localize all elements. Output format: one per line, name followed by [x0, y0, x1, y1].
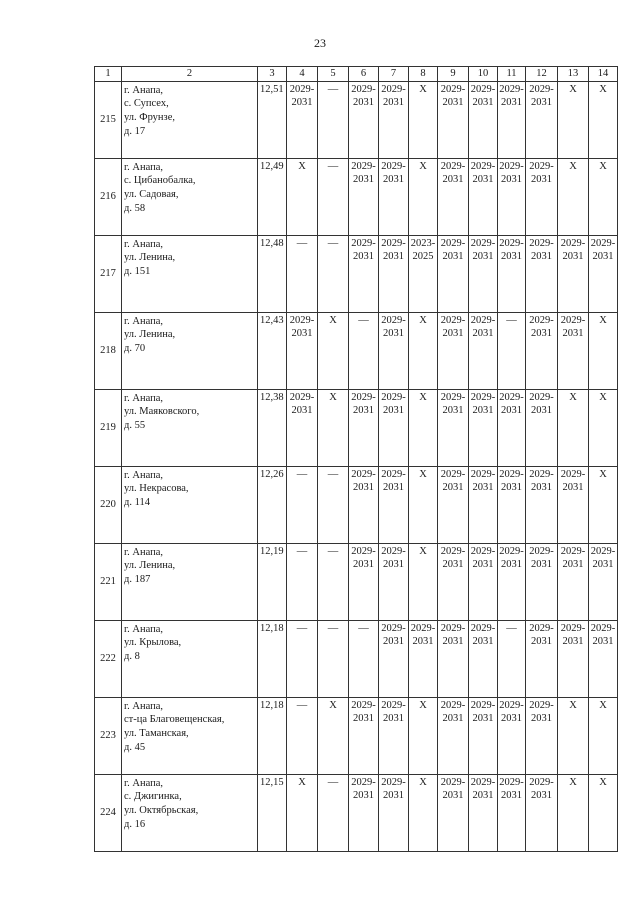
period-cell: 2029- 2031: [498, 466, 526, 543]
period-cell: 2029- 2031: [438, 158, 469, 235]
address-line: д. 114: [124, 496, 150, 508]
address-line: ул. Октябрьская,: [124, 804, 199, 816]
row-number: 224: [95, 774, 122, 851]
period-cell: 2029- 2031: [526, 466, 558, 543]
row-number: 216: [95, 158, 122, 235]
period-cell: 2029- 2031: [379, 620, 409, 697]
table-row: [95, 312, 618, 389]
period-cell: —: [318, 774, 349, 851]
period-cell: X: [589, 312, 618, 389]
table-row: [95, 620, 618, 697]
address-line: ст-ца Благовещенская,: [124, 714, 225, 726]
address-line: д. 151: [124, 265, 151, 277]
period-cell: 2029- 2031: [469, 774, 498, 851]
period-cell: 2029- 2031: [438, 81, 469, 158]
period-cell: 2029- 2031: [349, 466, 379, 543]
period-cell: X: [558, 774, 589, 851]
address-line: ул. Ленина,: [124, 329, 176, 341]
table-row: [95, 697, 618, 774]
address-line: г. Анапа,: [124, 238, 164, 250]
period-cell: 2029- 2031: [349, 697, 379, 774]
table-body: [95, 81, 618, 851]
column-header-10: 10: [469, 67, 498, 82]
column-header-13: 13: [558, 67, 589, 82]
period-cell: 2029- 2031: [349, 389, 379, 466]
period-cell: X: [318, 389, 349, 466]
address-line: д. 17: [124, 125, 146, 137]
area-value: 12,15: [258, 774, 287, 851]
period-cell: 2029- 2031: [558, 543, 589, 620]
table-row: [95, 158, 618, 235]
address-line: г. Анапа,: [124, 84, 164, 96]
period-cell: 2029- 2031: [558, 620, 589, 697]
register-table: [94, 66, 618, 852]
period-cell: X: [589, 81, 618, 158]
period-cell: —: [287, 697, 318, 774]
period-cell: X: [287, 158, 318, 235]
address-line: д. 187: [124, 573, 151, 585]
area-value: 12,51: [258, 81, 287, 158]
address-line: д. 70: [124, 342, 146, 354]
table-row: [95, 235, 618, 312]
area-value: 12,19: [258, 543, 287, 620]
area-value: 12,18: [258, 620, 287, 697]
header-row: [95, 67, 618, 82]
period-cell: 2029- 2031: [526, 697, 558, 774]
period-cell: —: [349, 620, 379, 697]
period-cell: X: [409, 466, 438, 543]
period-cell: 2029- 2031: [498, 543, 526, 620]
address-cell: [122, 466, 258, 543]
period-cell: X: [318, 312, 349, 389]
row-number: 222: [95, 620, 122, 697]
period-cell: X: [409, 697, 438, 774]
address-line: г. Анапа,: [124, 700, 164, 712]
period-cell: —: [287, 543, 318, 620]
address-cell: [122, 774, 258, 851]
period-cell: X: [589, 158, 618, 235]
address-cell: [122, 235, 258, 312]
table-row: [95, 774, 618, 851]
period-cell: —: [287, 466, 318, 543]
period-cell: —: [498, 620, 526, 697]
row-number: 219: [95, 389, 122, 466]
period-cell: 2029- 2031: [469, 81, 498, 158]
period-cell: X: [409, 389, 438, 466]
period-cell: X: [558, 81, 589, 158]
period-cell: 2029- 2031: [349, 543, 379, 620]
address-cell: [122, 543, 258, 620]
address-line: с. Супсех,: [124, 98, 169, 110]
period-cell: 2023- 2025: [409, 235, 438, 312]
address-line: г. Анапа,: [124, 392, 164, 404]
period-cell: X: [409, 312, 438, 389]
period-cell: 2029- 2031: [438, 312, 469, 389]
period-cell: 2029- 2031: [379, 389, 409, 466]
period-cell: 2029- 2031: [498, 158, 526, 235]
address-line: ул. Садовая,: [124, 188, 179, 200]
area-value: 12,38: [258, 389, 287, 466]
address-line: г. Анапа,: [124, 623, 164, 635]
period-cell: 2029- 2031: [469, 466, 498, 543]
period-cell: 2029- 2031: [469, 312, 498, 389]
table-row: [95, 81, 618, 158]
period-cell: 2029- 2031: [498, 235, 526, 312]
period-cell: X: [287, 774, 318, 851]
row-number: 215: [95, 81, 122, 158]
period-cell: 2029- 2031: [379, 774, 409, 851]
period-cell: 2029- 2031: [526, 620, 558, 697]
period-cell: 2029- 2031: [438, 774, 469, 851]
period-cell: 2029- 2031: [438, 235, 469, 312]
period-cell: —: [287, 620, 318, 697]
period-cell: 2029- 2031: [558, 466, 589, 543]
address-cell: [122, 312, 258, 389]
column-header-3: 3: [258, 67, 287, 82]
column-header-9: 9: [438, 67, 469, 82]
period-cell: —: [318, 466, 349, 543]
column-header-8: 8: [409, 67, 438, 82]
address-line: д. 8: [124, 650, 140, 662]
period-cell: 2029- 2031: [526, 389, 558, 466]
period-cell: 2029- 2031: [287, 312, 318, 389]
period-cell: 2029- 2031: [349, 158, 379, 235]
column-header-7: 7: [379, 67, 409, 82]
address-line: ул. Фрунзе,: [124, 111, 175, 123]
address-line: д. 58: [124, 202, 146, 214]
period-cell: 2029- 2031: [409, 620, 438, 697]
period-cell: 2029- 2031: [379, 697, 409, 774]
area-value: 12,26: [258, 466, 287, 543]
period-cell: —: [318, 81, 349, 158]
period-cell: X: [409, 81, 438, 158]
period-cell: 2029- 2031: [469, 158, 498, 235]
row-number: 223: [95, 697, 122, 774]
area-value: 12,18: [258, 697, 287, 774]
address-line: ул. Маяковского,: [124, 406, 200, 418]
page-number: 23: [314, 36, 326, 50]
period-cell: X: [589, 697, 618, 774]
column-header-6: 6: [349, 67, 379, 82]
address-cell: [122, 620, 258, 697]
period-cell: 2029- 2031: [469, 389, 498, 466]
table-row: [95, 543, 618, 620]
address-line: г. Анапа,: [124, 469, 164, 481]
address-line: д. 55: [124, 419, 146, 431]
area-value: 12,48: [258, 235, 287, 312]
period-cell: X: [558, 697, 589, 774]
period-cell: X: [558, 389, 589, 466]
address-line: ул. Таманская,: [124, 727, 189, 739]
period-cell: 2029- 2031: [379, 543, 409, 620]
column-header-2: 2: [122, 67, 258, 82]
period-cell: 2029- 2031: [379, 312, 409, 389]
period-cell: 2029- 2031: [469, 543, 498, 620]
column-header-14: 14: [589, 67, 618, 82]
area-value: 12,43: [258, 312, 287, 389]
period-cell: 2029- 2031: [558, 235, 589, 312]
period-cell: 2029- 2031: [469, 697, 498, 774]
column-header-5: 5: [318, 67, 349, 82]
period-cell: 2029- 2031: [589, 235, 618, 312]
period-cell: 2029- 2031: [526, 81, 558, 158]
period-cell: X: [589, 389, 618, 466]
area-value: 12,49: [258, 158, 287, 235]
period-cell: 2029- 2031: [349, 774, 379, 851]
table-row: [95, 466, 618, 543]
row-number: 221: [95, 543, 122, 620]
period-cell: 2029- 2031: [589, 620, 618, 697]
column-header-12: 12: [526, 67, 558, 82]
period-cell: X: [409, 158, 438, 235]
period-cell: —: [349, 312, 379, 389]
period-cell: —: [318, 158, 349, 235]
address-line: ул. Крылова,: [124, 637, 182, 649]
period-cell: X: [589, 774, 618, 851]
table-row: [95, 389, 618, 466]
address-line: ул. Ленина,: [124, 560, 176, 572]
period-cell: 2029- 2031: [438, 697, 469, 774]
address-line: г. Анапа,: [124, 161, 164, 173]
period-cell: 2029- 2031: [379, 158, 409, 235]
address-line: д. 45: [124, 741, 146, 753]
period-cell: 2029- 2031: [438, 466, 469, 543]
period-cell: 2029- 2031: [379, 466, 409, 543]
period-cell: 2029- 2031: [438, 620, 469, 697]
period-cell: —: [287, 235, 318, 312]
address-line: с. Цибанобалка,: [124, 175, 196, 187]
period-cell: —: [318, 235, 349, 312]
address-line: ул. Ленина,: [124, 252, 176, 264]
period-cell: 2029- 2031: [438, 543, 469, 620]
period-cell: X: [558, 158, 589, 235]
period-cell: 2029- 2031: [379, 235, 409, 312]
period-cell: X: [589, 466, 618, 543]
period-cell: X: [318, 697, 349, 774]
period-cell: 2029- 2031: [498, 774, 526, 851]
period-cell: 2029- 2031: [589, 543, 618, 620]
period-cell: 2029- 2031: [526, 543, 558, 620]
column-header-1: 1: [95, 67, 122, 82]
period-cell: 2029- 2031: [349, 81, 379, 158]
period-cell: 2029- 2031: [526, 158, 558, 235]
period-cell: 2029- 2031: [438, 389, 469, 466]
period-cell: 2029- 2031: [498, 81, 526, 158]
column-header-4: 4: [287, 67, 318, 82]
period-cell: X: [409, 543, 438, 620]
row-number: 217: [95, 235, 122, 312]
address-line: г. Анапа,: [124, 315, 164, 327]
period-cell: X: [409, 774, 438, 851]
period-cell: 2029- 2031: [526, 774, 558, 851]
period-cell: 2029- 2031: [469, 620, 498, 697]
period-cell: 2029- 2031: [349, 235, 379, 312]
address-cell: [122, 389, 258, 466]
period-cell: 2029- 2031: [526, 235, 558, 312]
row-number: 220: [95, 466, 122, 543]
period-cell: 2029- 2031: [558, 312, 589, 389]
column-header-11: 11: [498, 67, 526, 82]
address-cell: [122, 158, 258, 235]
period-cell: 2029- 2031: [498, 697, 526, 774]
row-number: 218: [95, 312, 122, 389]
address-line: г. Анапа,: [124, 546, 164, 558]
period-cell: 2029- 2031: [287, 389, 318, 466]
period-cell: —: [498, 312, 526, 389]
address-line: г. Анапа,: [124, 777, 164, 789]
address-line: с. Джигинка,: [124, 791, 182, 803]
address-cell: [122, 697, 258, 774]
address-line: д. 16: [124, 818, 146, 830]
period-cell: 2029- 2031: [498, 389, 526, 466]
period-cell: 2029- 2031: [379, 81, 409, 158]
period-cell: —: [318, 620, 349, 697]
period-cell: 2029- 2031: [469, 235, 498, 312]
period-cell: 2029- 2031: [526, 312, 558, 389]
address-line: ул. Некрасова,: [124, 483, 189, 495]
period-cell: 2029- 2031: [287, 81, 318, 158]
period-cell: —: [318, 543, 349, 620]
address-cell: [122, 81, 258, 158]
